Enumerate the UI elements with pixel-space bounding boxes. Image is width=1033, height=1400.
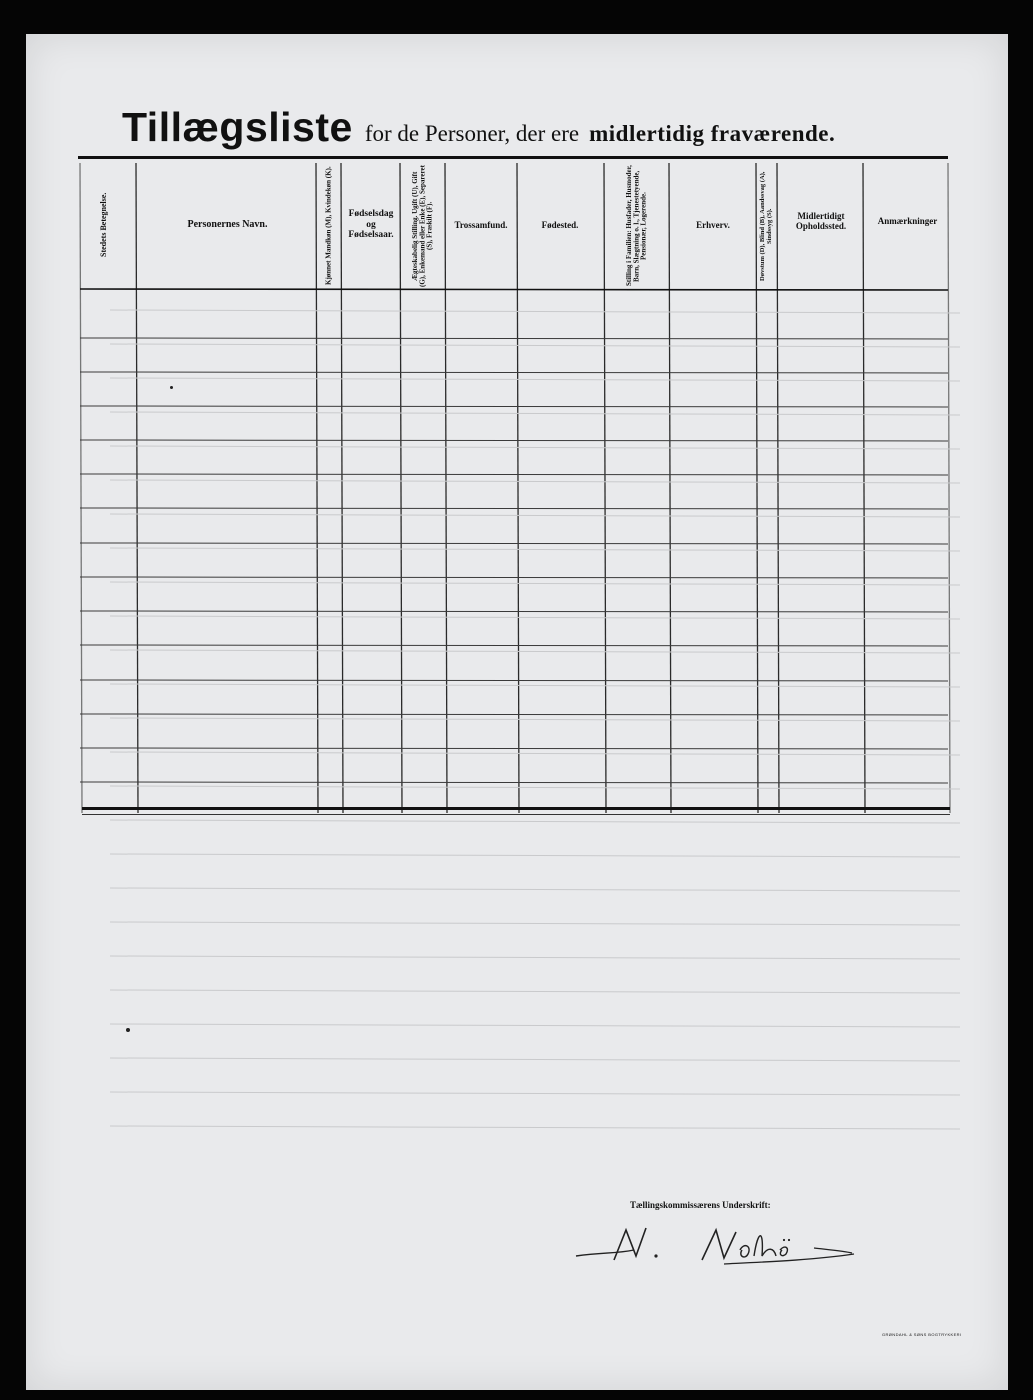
ink-speck (126, 1028, 130, 1032)
column-header-kjon: Kjønnet Mandkøn (M), Kvindekøn (K). (324, 166, 333, 286)
column-divider (136, 163, 138, 813)
show-through-line (110, 650, 960, 653)
show-through-line (110, 1024, 960, 1027)
show-through-line (110, 378, 960, 381)
show-through-line (110, 582, 960, 585)
column-header-fodsel (342, 165, 400, 285)
table-row-line (80, 611, 948, 612)
table-bottom-rule (82, 807, 950, 810)
show-through-line (110, 922, 960, 925)
show-through-line (110, 548, 960, 551)
fodsel-line1: Fødselsdag (348, 208, 394, 219)
opholdssted-line1: Midlertidigt (797, 210, 845, 221)
show-through-line (110, 1092, 960, 1095)
column-header-familie: Stilling i Familien: Husfader, Husmoder, Barn, Slægtning o. l., Tjenestetyende, Pensionær, Logerende. (624, 165, 648, 287)
table-row-line (80, 338, 948, 339)
show-through-line (110, 1126, 960, 1129)
show-through-line (110, 684, 960, 687)
column-header-fodested: Fødested. (541, 219, 579, 230)
show-through-line (110, 854, 960, 857)
table-bottom-rule-thin (82, 814, 950, 815)
ink-speck (170, 386, 173, 389)
table-row-line (80, 577, 948, 578)
show-through-line (110, 752, 960, 755)
show-through-line (110, 514, 960, 517)
show-through-line (110, 310, 960, 313)
table-row-line (80, 372, 948, 373)
show-through-line (110, 888, 960, 891)
table-row-line (80, 508, 948, 509)
column-header-sted: Stedets Betegnelse. (98, 192, 108, 258)
column-divider (80, 163, 82, 813)
show-through-line (110, 344, 960, 347)
column-header-sygdom: Døvstum (D), Blind (B), Aandssvag (A), Sindssyg (S). (759, 171, 773, 281)
table-row-line (80, 645, 948, 646)
column-header-opholdssted (779, 165, 863, 277)
show-through-line (110, 1058, 960, 1061)
fodsel-line3: Fødselsaar. (348, 230, 394, 241)
signature-handwriting (574, 1220, 864, 1270)
table-row-line (80, 440, 948, 441)
column-header-aegteskab: Ægteskabelig Stilling. Ugift (U), Gift (G), Enkemand eller Enke (E), Separeret (S), Fraskilt (F). (410, 165, 434, 287)
show-through-line (110, 718, 960, 721)
title-middle: for de Personer, der ere (364, 121, 580, 146)
column-header-erhverv: Erhverv. (696, 219, 730, 230)
column-header-anmaerkninger: Anmærkninger (877, 215, 938, 226)
signature-label: Tællingskommissærens Underskrift: (630, 1200, 771, 1210)
column-header-navn: Personernes Navn. (187, 219, 268, 231)
table-row-line (80, 289, 948, 290)
show-through-line (110, 786, 960, 789)
show-through-line (110, 616, 960, 619)
table-row-line (80, 782, 948, 783)
show-through-line (110, 412, 960, 415)
table-row-line (80, 680, 948, 681)
table-row-line (80, 406, 948, 407)
show-through-line (110, 956, 960, 959)
table-row-line (80, 543, 948, 544)
table-row-line (80, 474, 948, 475)
title-bold: midlertidig fraværende. (589, 121, 836, 146)
title-main: Tillægsliste (122, 104, 353, 150)
show-through-line (110, 820, 960, 823)
show-through-line (110, 446, 960, 449)
column-header-trossamfund: Trossamfund. (454, 219, 508, 230)
opholdssted-line2: Opholdssted. (795, 221, 847, 231)
table-row-line (80, 714, 948, 715)
fodsel-line2: og (366, 219, 376, 230)
show-through-line (110, 990, 960, 993)
show-through-line (110, 480, 960, 483)
printer-mark: GRØNDAHL & SØNS BOGTRYKKERI (882, 1332, 962, 1337)
table-row-line (80, 748, 948, 749)
